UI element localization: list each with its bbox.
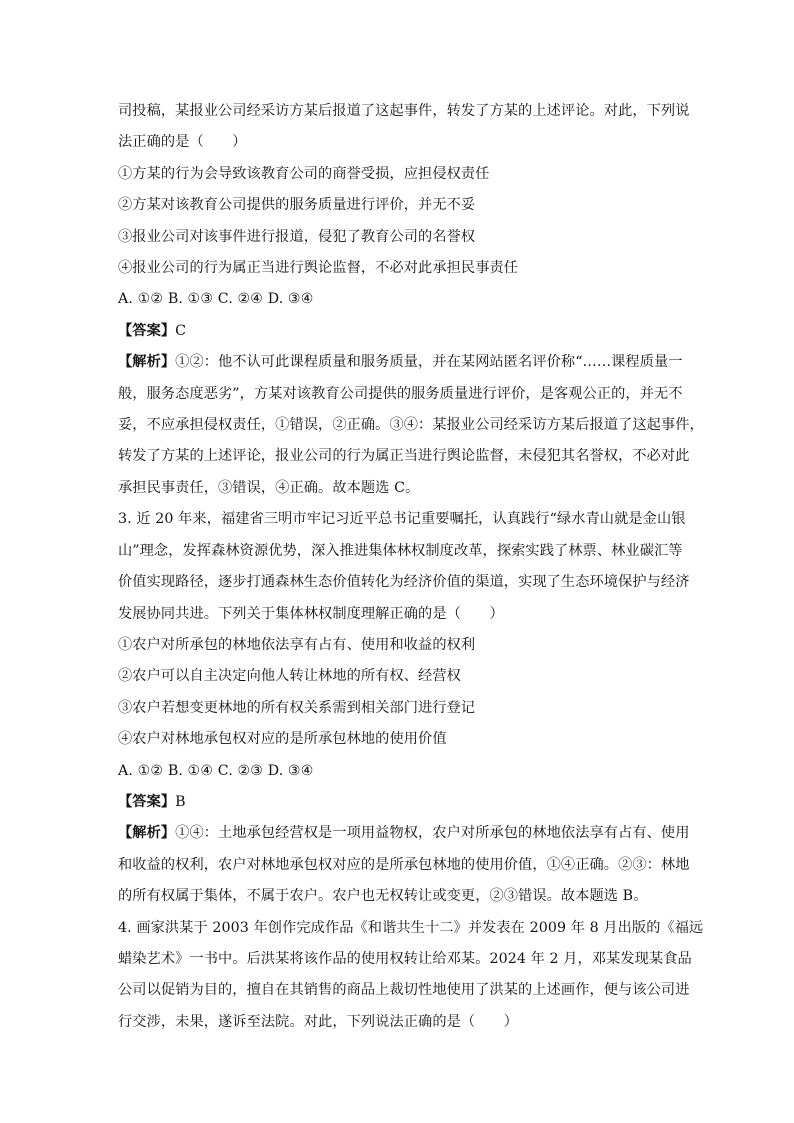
option-statement-4: ④报业公司的行为属正当进行舆论监督，不必对此承担民事责任 [118,260,519,277]
analysis-text: ①④：土地承包经营权是一项用益物权，农户对所承包的林地依法享有占有、使用 [175,825,690,842]
analysis-text: 和收益的权利，农户对林地承包权对应的是所承包林地的使用价值，①④正确。②③：林地 [118,856,690,873]
analysis-line [118,818,690,849]
analysis-text: 转发了方某的上述评论，报业公司的行为属正当进行舆论监督，未侵犯其名誉权，不必对此 [118,448,690,465]
answer-value: B [175,793,186,810]
analysis-tag: 【解析】 [118,354,176,371]
analysis-text: 妥，不应承担侵权责任，①错误，②正确。③④：某报业公司经采访方某后报道了这起事件， [118,417,704,434]
option-statement-3: ③报业公司对该事件进行报道，侵犯了教育公司的名誉权 [118,228,476,245]
answer-choices: A. ①② B. ①③ C. ②④ D. ③④ [118,291,314,308]
option-statement-2: ②农户可以自主决定向他人转让林地的所有权、经营权 [118,668,461,685]
answer-choices: A. ①② B. ①④ C. ②③ D. ③④ [118,762,314,779]
option-statement-1: ①方某的行为会导致该教育公司的商誉受损，应担侵权责任 [118,165,490,182]
analysis-text: 的所有权属于集体，不属于农户。农户也无权转让或变更，②③错误。故本题选 B。 [118,888,648,905]
question-3-stem: 发展协同共进。下列关于集体林权制度理解正确的是（ ） [118,605,504,622]
analysis-text: 承担民事责任，③错误，④正确。故本题选 C。 [118,479,420,496]
option-statement-3: ③农户若想变更林地的所有权关系需到相关部门进行登记 [118,699,476,716]
question-4-stem: 蜡染艺术》一书中。后洪某将该作品的使用权转让给邓某。2024 年 2 月，邓某发现某食品 [118,950,692,967]
analysis-tag: 【解析】 [118,825,176,842]
question-4-stem: 公司以促销为目的，擅自在其销售的商品上裁切性地使用了洪某的上述画作，便与该公司进 [118,982,690,999]
question-stem-end: 法正确的是（ ） [118,134,247,151]
answer-line [118,316,678,347]
question-3-stem: 3. 近 20 年来，福建省三明市牢记习近平总书记重要嘱托，认真践行“绿水青山就是金山银 [118,511,686,528]
document-body [118,96,704,1038]
option-statement-2: ②方某对该教育公司提供的服务质量进行评价，并无不妥 [118,197,476,214]
question-3-stem: 山”理念，发挥森林资源优势，深入推进集体林权制度改革，探索实践了林票、林业碳汇等 [118,542,683,559]
analysis-text: ①②：他不认可此课程质量和服务质量，并在某网站匿名评价称“……课程质量一 [175,354,683,371]
answer-line [118,787,678,818]
analysis-line [118,347,683,378]
question-3-stem: 价值实现路径，逐步打通森林生态价值转化为经济价值的渠道，实现了生态环境保护与经济 [118,574,690,591]
question-4-stem: 4. 画家洪某于 2003 年创作完成作品《和谐共生十二》并发表在 2009 年 8 月出版的《福远 [118,919,704,936]
analysis-text: 般，服务态度恶劣”，方某对该教育公司提供的服务质量进行评价，是客观公正的，并无不 [118,385,683,402]
question-4-stem: 行交涉，未果，遂诉至法院。对此，下列说法正确的是（ ） [118,1013,519,1030]
answer-tag: 【答案】 [118,322,176,339]
option-statement-4: ④农户对林地承包权对应的是所承包林地的使用价值 [118,731,447,748]
answer-tag: 【答案】 [118,793,176,810]
text-line: 司投稿，某报业公司经采访方某后报道了这起事件，转发了方某的上述评论。对此，下列说 [118,103,690,119]
answer-value: C [175,322,187,339]
option-statement-1: ①农户对所承包的林地依法享有占有、使用和收益的权利 [118,636,476,653]
